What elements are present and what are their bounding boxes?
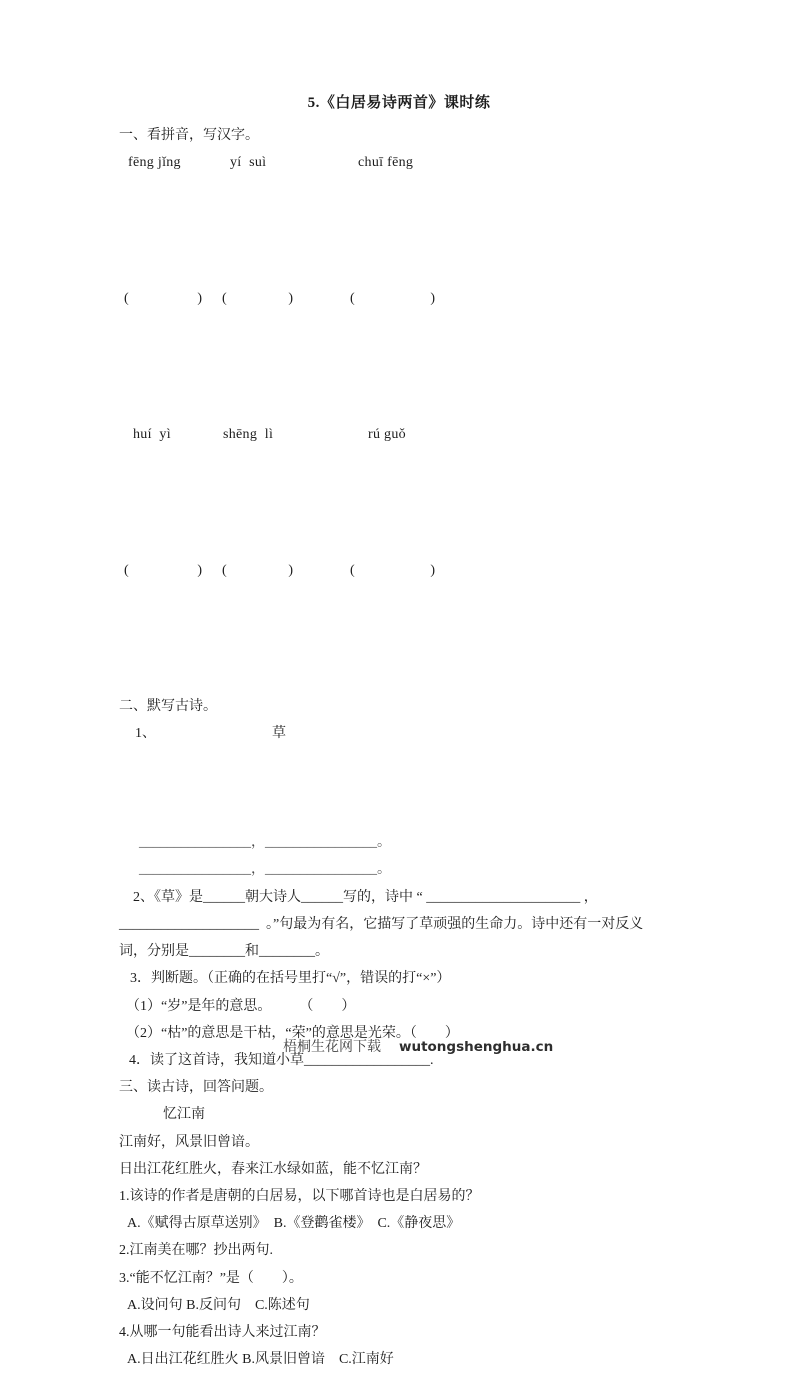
paren-open: ( [124,291,129,307]
reading-question-1-options: A.《赋得古原草送别》 B.《登鹳雀楼》 C.《静夜思》 [127,1216,461,1232]
question2-line3: 词，分别是________和________。 [119,944,329,960]
page-title: 5.《白居易诗两首》课时练 [307,95,491,111]
paren-open: ( [350,291,355,307]
answer-paren-row-2 [119,557,679,693]
question4: 4．读了这首诗，我知道小草__________________. [129,1052,434,1068]
pinyin-item: shēng lì [223,427,274,443]
section3-heading: 三、读古诗，回答问题。 [119,1080,273,1096]
footer-site-url: wutongshenghua.cn [399,1039,554,1055]
pinyin-item: huí yì [133,427,171,443]
pinyin-item: chuī fēng [358,155,414,171]
recite-blank-line-2: ________________，________________。 [139,862,391,878]
reading-question-2: 2.江南美在哪？抄出两句. [119,1243,273,1259]
paren-open: ( [222,563,227,579]
answer-paren-row-1 [119,285,679,421]
answer-parentheses [350,285,435,312]
question2-line1: 2、《草》是______朝大诗人______写的，诗中 “ ______________________ ， [133,889,598,905]
paren-open: ( [350,563,355,579]
answer-parentheses [124,557,202,584]
poem-title-line-cao [119,720,679,829]
paren-close: ) [430,291,435,307]
footer-site-name: 梧桐生花网下载 [283,1040,381,1055]
poem-line-1: 江南好，风景旧曾谙。 [119,1134,259,1150]
pinyin-row-1 [119,149,679,285]
reading-question-3-options: A.设问句 B.反问句 C.陈述句 [127,1297,310,1313]
pinyin-item: yí suì [230,155,267,171]
section1-heading: 一、看拼音，写汉字。 [119,128,259,143]
paren-close: ) [288,563,293,579]
pinyin-row-2 [119,421,679,557]
poem-title-cao: 草 [272,726,286,742]
paren-close: ) [197,563,202,579]
worksheet-content [119,90,679,1373]
answer-parentheses [222,557,293,584]
poem-title-yijiangnan: 忆江南 [163,1107,205,1123]
paren-open: ( [222,291,227,307]
reading-question-1: 1.该诗的作者是唐朝的白居易，以下哪首诗也是白居易的？ [119,1188,480,1204]
footer-watermark [283,1036,553,1056]
item-number: 1、 [135,726,156,742]
recite-blank-line-1: ________________，________________。 [139,835,391,851]
poem-line-2: 日出江花红胜火，春来江水绿如蓝，能不忆江南？ [119,1161,427,1177]
question3-item-2: （2）“枯”的意思是干枯，“荣”的意思是光荣。（ ） [126,1025,459,1041]
section2-heading: 二、默写古诗。 [119,699,217,715]
paren-close: ) [197,291,202,307]
paren-open: ( [124,563,129,579]
reading-question-3: 3.“能不忆江南？”是（ ）。 [119,1270,303,1286]
question3-item-1: （1）“岁”是年的意思。 （ ） [126,998,356,1014]
answer-parentheses [350,557,435,584]
pinyin-item: rú guǒ [368,427,406,443]
question2-line2: ____________________ 。”句最为有名，它描写了草顽强的生命力。诗中还有一对反义 [119,916,644,932]
reading-question-4-options: A.日出江花红胜火 B.风景旧曾谙 C.江南好 [127,1352,394,1368]
paren-close: ) [430,563,435,579]
paren-close: ) [288,291,293,307]
answer-parentheses [124,285,202,312]
question3-heading: 3．判断题。（正确的在括号里打“√”，错误的打“×”） [130,971,451,987]
pinyin-item: fēng jǐng [128,155,181,171]
reading-question-4: 4.从哪一句能看出诗人来过江南？ [119,1324,326,1340]
answer-parentheses [222,285,293,312]
